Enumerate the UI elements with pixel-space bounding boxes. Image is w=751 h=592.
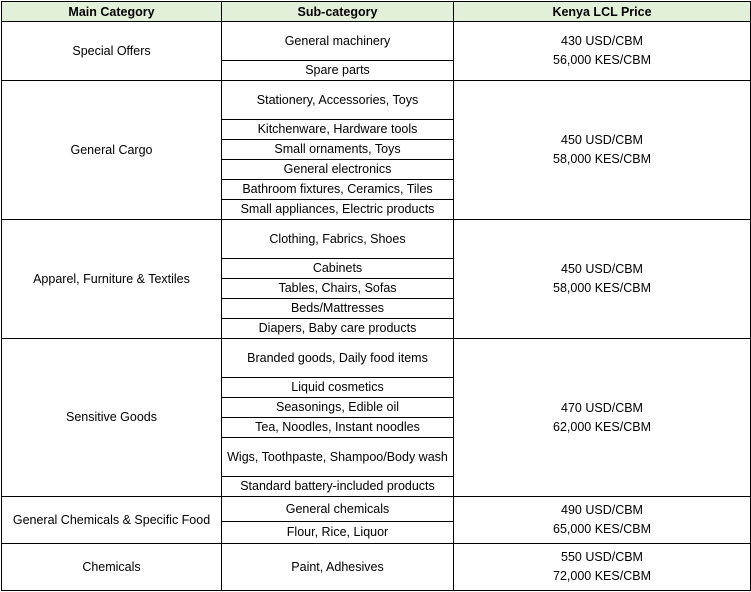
sub-category-cell: Seasonings, Edible oil: [222, 398, 454, 418]
table-row: [2, 81, 751, 120]
price-kes: 62,000 KES/CBM: [553, 419, 651, 434]
sub-category-cell: Clothing, Fabrics, Shoes: [222, 220, 454, 259]
price-table: [1, 1, 751, 591]
price-cell: [454, 81, 751, 220]
sub-category-cell: Beds/Mattresses: [222, 299, 454, 319]
sub-category-cell: Diapers, Baby care products: [222, 319, 454, 339]
main-category-cell: Apparel, Furniture & Textiles: [2, 220, 222, 339]
header-sub-category: Sub-category: [222, 2, 454, 22]
price-kes: 58,000 KES/CBM: [553, 281, 651, 295]
sub-category-cell: Stationery, Accessories, Toys: [222, 81, 454, 120]
table-row: [2, 339, 751, 378]
price-cell: [454, 22, 751, 81]
sub-category-cell: Liquid cosmetics: [222, 378, 454, 398]
price-usd: 490 USD/CBM: [561, 503, 643, 517]
sub-category-cell: Paint, Adhesives: [222, 544, 454, 591]
price-kes: 58,000 KES/CBM: [553, 152, 651, 166]
price-kes: 65,000 KES/CBM: [553, 522, 651, 536]
sub-category-cell: Small appliances, Electric products: [222, 200, 454, 220]
sub-category-cell: Wigs, Toothpaste, Shampoo/Body wash: [222, 438, 454, 477]
header-row: [2, 2, 751, 22]
sub-category-cell: General electronics: [222, 160, 454, 180]
table-row: [2, 22, 751, 61]
header-price: Kenya LCL Price: [454, 2, 751, 22]
table-row: [2, 544, 751, 591]
sub-category-cell: Flour, Rice, Liquor: [222, 522, 454, 544]
sub-category-cell: Small ornaments, Toys: [222, 140, 454, 160]
table-row: [2, 220, 751, 259]
sub-category-cell: General chemicals: [222, 497, 454, 522]
price-usd: 550 USD/CBM: [561, 550, 643, 564]
price-cell: [454, 339, 751, 497]
sub-category-cell: Bathroom fixtures, Ceramics, Tiles: [222, 180, 454, 200]
sub-category-cell: Standard battery-included products: [222, 477, 454, 497]
main-category-cell: General Chemicals & Specific Food: [2, 497, 222, 544]
main-category-cell: Special Offers: [2, 22, 222, 81]
sub-category-cell: Tea, Noodles, Instant noodles: [222, 418, 454, 438]
main-category-cell: Chemicals: [2, 544, 222, 591]
price-cell: [454, 497, 751, 544]
sub-category-cell: Cabinets: [222, 259, 454, 279]
sub-category-cell: Spare parts: [222, 61, 454, 81]
sub-category-cell: Tables, Chairs, Sofas: [222, 279, 454, 299]
main-category-cell: Sensitive Goods: [2, 339, 222, 497]
price-kes: 72,000 KES/CBM: [553, 569, 651, 583]
sub-category-cell: General machinery: [222, 22, 454, 61]
price-usd: 430 USD/CBM: [561, 34, 643, 48]
main-category-cell: General Cargo: [2, 81, 222, 220]
price-cell: [454, 220, 751, 339]
sub-category-cell: Kitchenware, Hardware tools: [222, 120, 454, 140]
price-cell: [454, 544, 751, 591]
price-kes: 56,000 KES/CBM: [553, 53, 651, 67]
sub-category-cell: Branded goods, Daily food items: [222, 339, 454, 378]
price-usd: 470 USD/CBM: [561, 400, 643, 415]
table-row: [2, 497, 751, 522]
price-usd: 450 USD/CBM: [561, 262, 643, 276]
header-main-category: Main Category: [2, 2, 222, 22]
price-usd: 450 USD/CBM: [561, 133, 643, 147]
